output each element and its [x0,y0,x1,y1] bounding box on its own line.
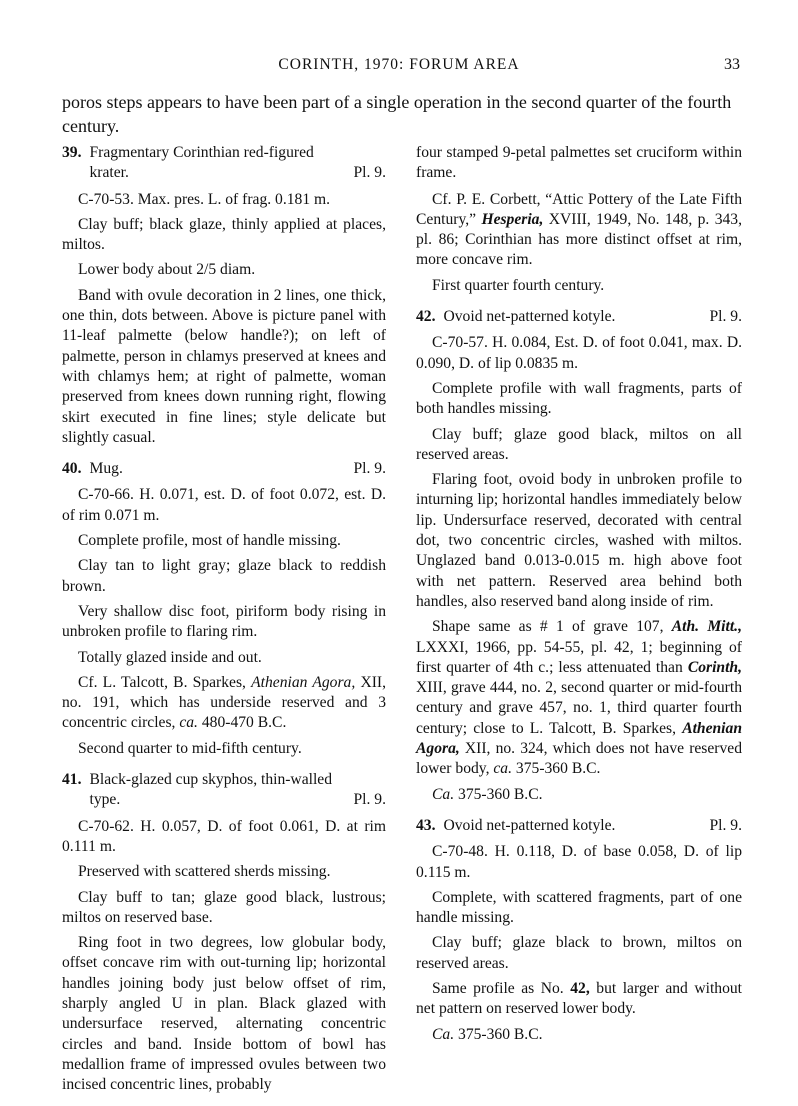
catalog-entry-41-continued [416,143,742,296]
running-head: CORINTH, 1970: FORUM AREA [278,56,520,73]
entry-heading [416,307,742,327]
cross-reference: 42, [570,979,590,997]
catalog-entry-40 [62,459,386,759]
shape-description: Flaring foot, ovoid body in unbroken profile to inturning lip; horizontal handles immediately below lip. Undersurface reserved, decorated with central dot, two concentric circles, washed with miltos. Unglazed band 0.013-0.015 m. high above foot with net pattern. Reserved area behind both handles, also reserved band along inside of rim. [416,471,742,610]
catalog-entry-39 [62,143,386,448]
date-line: Ca. 375-360 B.C. [432,1025,543,1043]
journal-title: Hesperia, [481,210,544,228]
reference-title: Ath. Mitt., [671,618,742,636]
reference-title: Athenian Agora, [251,673,356,691]
clay-description: Clay buff to tan; glaze good black, lustrous; miltos on reserved base. [62,888,386,926]
plate-ref: Pl. 9. [353,164,386,182]
plate-ref: Pl. 9. [353,460,386,478]
catalog-entry-42 [416,307,742,805]
plate-ref: Pl. 9. [353,791,386,809]
entry-number: 42. [416,308,436,326]
clay-description: Clay buff; glaze black to brown, miltos on reserved areas. [416,934,742,972]
reference-title: Athenian Agora, [416,719,742,758]
preservation-note: Preserved with scattered sherds missing. [78,863,331,881]
plate-ref: Pl. 9. [709,816,742,834]
entry-title: Fragmentary Corinthian red-figured krater. [89,144,314,182]
entry-number: 40. [62,460,82,478]
inventory-line: C-70-66. H. 0.071, est. D. of foot 0.072, est. D. of rim 0.071 m. [62,486,386,524]
body-note: Lower body about 2/5 diam. [78,261,256,279]
entry-heading [62,143,386,184]
entry-heading [62,459,386,479]
profile-comparison: Same profile as No. 42, but larger and without net pattern on reserved lower body. [416,979,743,1018]
preservation-note: Complete, with scattered fragments, part of one handle missing. [416,888,742,927]
date-line: First quarter fourth century. [432,276,605,294]
entry-number: 39. [62,144,82,161]
shape-description: Very shallow disc foot, piriform body rising in unbroken profile to flaring rim. [62,602,386,641]
entry-title: Mug. [89,460,123,478]
inventory-line: C-70-53. Max. pres. L. of frag. 0.181 m. [78,190,331,208]
inventory-line: C-70-57. H. 0.084, Est. D. of foot 0.041, max. D. 0.090, D. of lip 0.0835 m. [416,334,742,372]
clay-description: Clay buff; glaze good black, miltos on all reserved areas. [416,425,742,463]
right-column [416,143,742,1056]
decoration-description: Band with ovule decoration in 2 lines, one thick, one thin, dots between. Above is picture panel with 11-leaf palmette (below handle?); on left of palmette, person in chlamys preserved at knees and with chlamys hem; at right of palmette, woman preserved from knees down running right, flowing skirt executed in fine lines; style delicate but slightly casual. [62,286,386,446]
inventory-line: C-70-48. H. 0.118, D. of base 0.058, D. of lip 0.115 m. [416,843,742,881]
clay-description: Clay tan to light gray; glaze black to reddish brown. [62,557,386,595]
entry-title: Ovoid net-patterned kotyle. [443,308,616,326]
comparanda: Shape same as # 1 of grave 107, Ath. Mitt., LXXXI, 1966, pp. 54-55, pl. 42, 1; beginning of first quarter of 4th c.; less attenuated than Corinth, XIII, grave 444, no. 2, second quarter or mid-fourth century and grave 457, no. 1, third quarter fourth century; close to L. Talcott, B. Sparkes, Athenian Agora, XII, no. 324, which does not have reserved lower body, ca. 375-360 B.C. [416,618,743,778]
entry-title: Black-glazed cup skyphos, thin-walled type. [89,771,333,809]
profile-note: Complete profile, most of handle missing. [78,532,341,550]
plate-ref: Pl. 9. [709,308,742,326]
date-line: Ca. 375-360 B.C. [432,785,543,803]
catalog-entry-43 [416,816,742,1045]
entry-number: 43. [416,816,436,834]
entry-title: Ovoid net-patterned kotyle. [443,816,616,834]
shape-description-continued: four stamped 9-petal palmettes set cruciform within frame. [416,144,742,182]
profile-note: Complete profile with wall fragments, parts of both handles missing. [416,379,742,418]
glaze-note: Totally glazed inside and out. [78,648,262,666]
entry-heading [416,816,742,836]
comparanda: Cf. P. E. Corbett, “Attic Pottery of the Late Fifth Century,” Hesperia, XVIII, 1949, No. 148, p. 343, pl. 86; Corinthian has more distinct offset at rim, more concave rim. [416,190,742,269]
clay-description: Clay buff; black glaze, thinly applied at places, miltos. [62,215,386,254]
intro-paragraph: poros steps appears to have been part of a single operation in the second quarter of the fourth century. [62,92,732,136]
page-number: 33 [724,56,740,73]
catalog-entry-41 [62,770,386,1095]
comparanda: Cf. L. Talcott, B. Sparkes, Athenian Agora, XII, no. 191, which has underside reserved and 3 concentric circles, ca. 480-470 B.C. [62,673,386,732]
entry-number: 41. [62,771,82,789]
left-column [62,143,386,1106]
shape-description: Ring foot in two degrees, low globular body, offset concave rim with out-turning lip; horizontal handles joining body just below offset of rim, sharply angled U in plan. Black glazed with undersurface reserved, alternating concentric circles and band. Inside bottom of bowl has medallion frame of impressed ovules between two incised concentric lines, probably [62,934,386,1094]
entry-heading [62,770,386,811]
inventory-line: C-70-62. H. 0.057, D. of foot 0.061, D. at rim 0.111 m. [62,817,386,855]
page-header [0,56,798,80]
date-line: Second quarter to mid-fifth century. [78,739,302,757]
reference-title: Corinth, [687,658,742,676]
